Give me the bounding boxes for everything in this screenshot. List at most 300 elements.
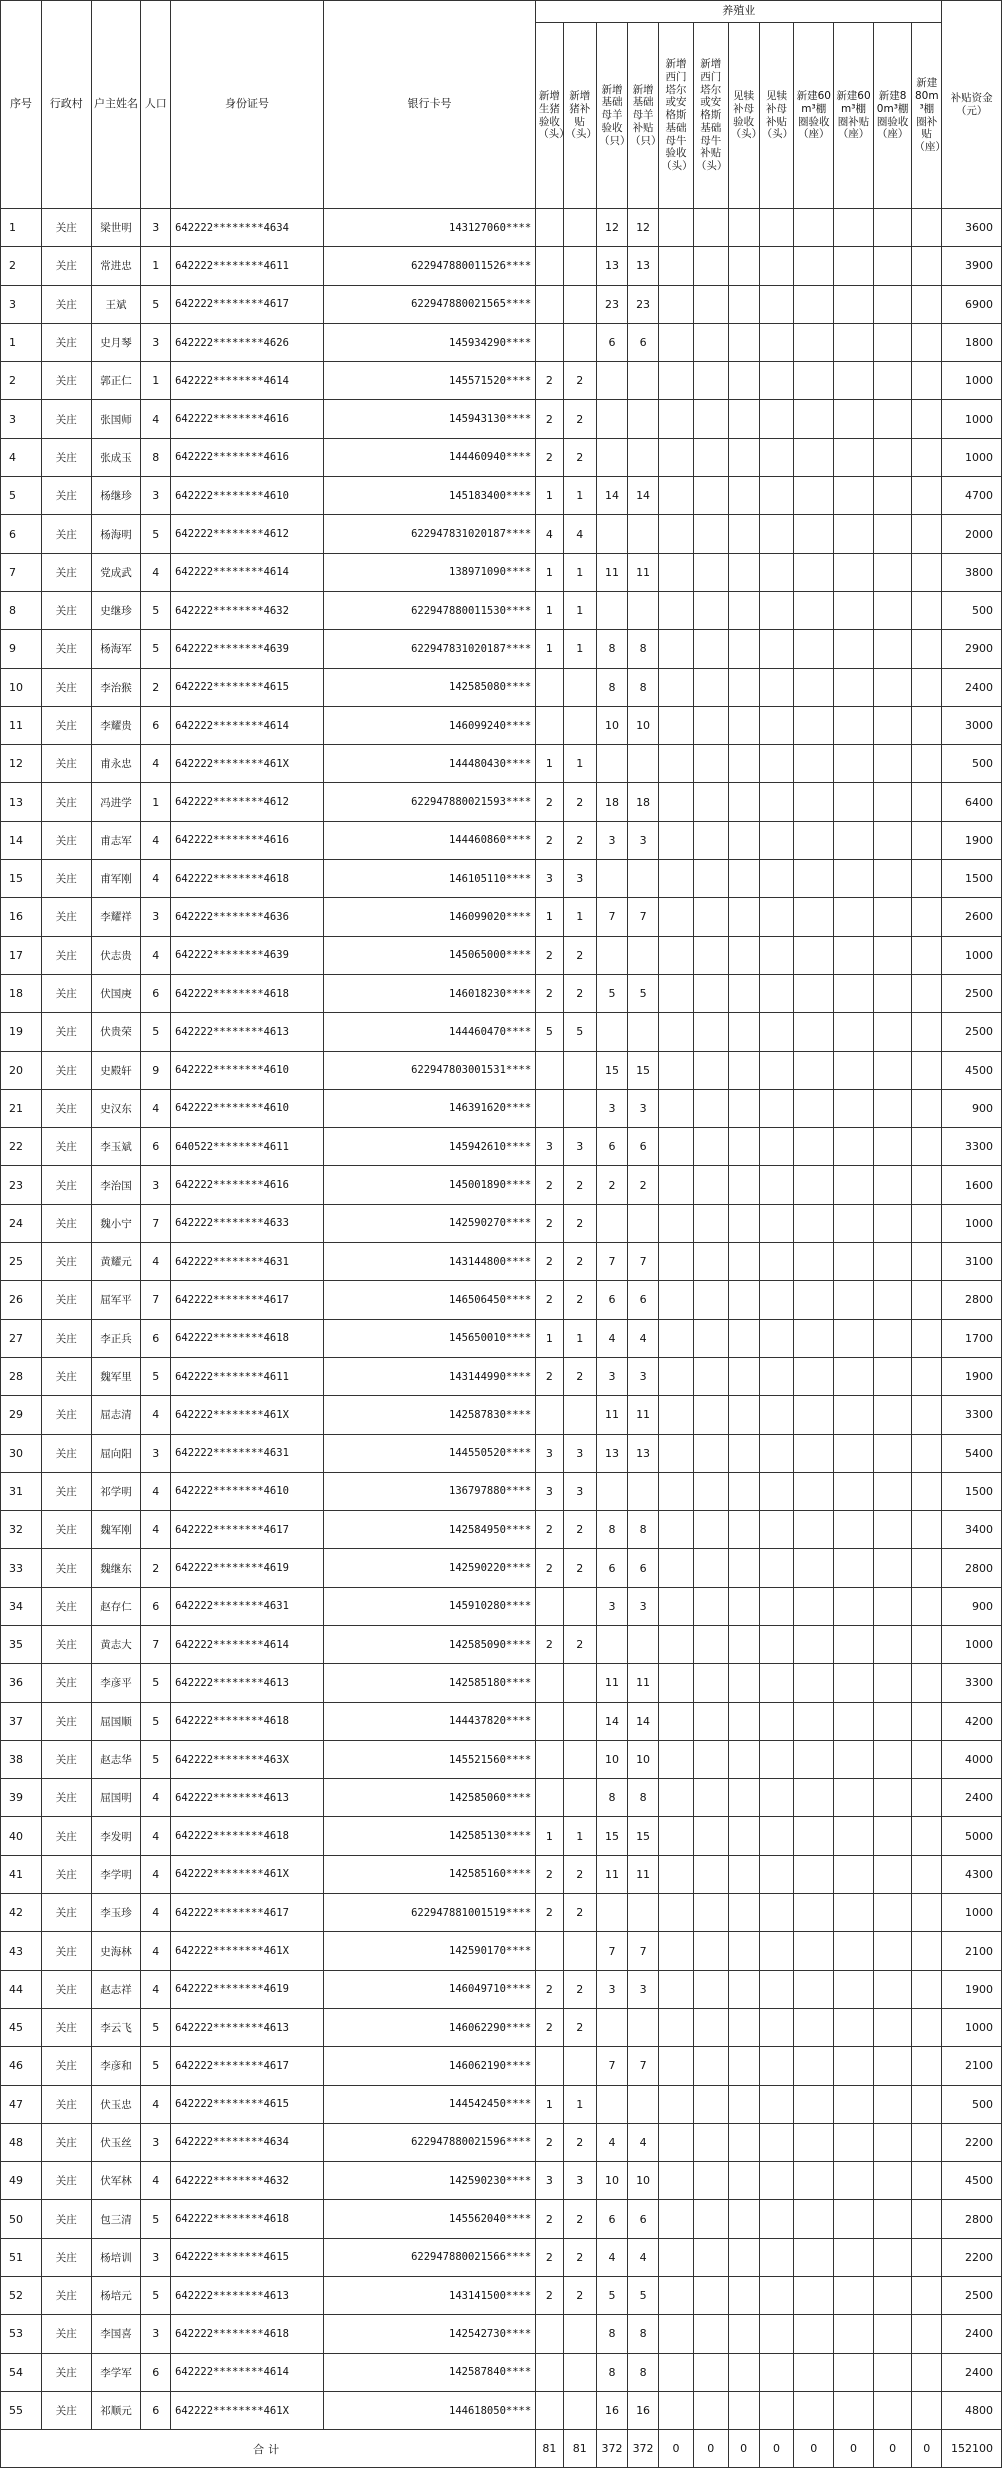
row-pig-check: 3 [536, 1128, 563, 1166]
row-calf-check [728, 285, 759, 323]
row-no: 24 [1, 1204, 42, 1242]
row-pen60-subsidy [834, 591, 874, 629]
row-name: 王斌 [91, 285, 141, 323]
row-village: 关庄 [41, 1894, 91, 1932]
row-pen80-subsidy [912, 1702, 942, 1740]
row-sheep-subsidy: 11 [628, 1664, 659, 1702]
table-row [1, 1089, 1002, 1127]
row-sheep-subsidy [628, 1472, 659, 1510]
row-pen80-check [873, 630, 911, 668]
row-pen60-subsidy [834, 1740, 874, 1778]
row-pen80-check [873, 591, 911, 629]
row-no: 53 [1, 2315, 42, 2353]
row-pig-check: 1 [536, 591, 563, 629]
row-cow-check [659, 1970, 694, 2008]
row-name: 李玉珍 [91, 1894, 141, 1932]
row-village: 关庄 [41, 553, 91, 591]
row-pig-check: 1 [536, 1817, 563, 1855]
row-id: 642222********461X [171, 1396, 324, 1434]
table-row [1, 1472, 1002, 1510]
row-cow-check [659, 2391, 694, 2429]
row-cow-subsidy [693, 1204, 728, 1242]
row-id: 642222********4610 [171, 477, 324, 515]
row-calf-subsidy [759, 1319, 794, 1357]
row-pig-subsidy: 2 [563, 974, 597, 1012]
row-sheep-subsidy: 4 [628, 2123, 659, 2161]
row-name: 李云飞 [91, 2008, 141, 2046]
table-row [1, 1204, 1002, 1242]
row-subsidy: 2800 [942, 2200, 1002, 2238]
row-cow-check [659, 362, 694, 400]
row-subsidy: 4500 [942, 1051, 1002, 1089]
row-calf-subsidy [759, 209, 794, 247]
row-calf-check [728, 1779, 759, 1817]
row-cow-check [659, 1472, 694, 1510]
row-calf-subsidy [759, 1549, 794, 1587]
row-cow-subsidy [693, 323, 728, 361]
row-calf-subsidy [759, 2008, 794, 2046]
row-village: 关庄 [41, 285, 91, 323]
row-village: 关庄 [41, 2047, 91, 2085]
row-bank: 622947831020187**** [323, 630, 535, 668]
row-cow-check [659, 2123, 694, 2161]
row-bank: 145065000**** [323, 936, 535, 974]
row-village: 关庄 [41, 974, 91, 1012]
row-pen60-check [794, 2200, 834, 2238]
row-no: 2 [1, 362, 42, 400]
row-pen60-subsidy [834, 2391, 874, 2429]
row-pen60-check [794, 323, 834, 361]
row-pen60-subsidy [834, 668, 874, 706]
row-cow-subsidy [693, 1089, 728, 1127]
row-pig-check: 1 [536, 1319, 563, 1357]
row-pen60-subsidy [834, 1013, 874, 1051]
row-pen60-check [794, 898, 834, 936]
row-pig-check: 2 [536, 1549, 563, 1587]
row-id: 642222********4618 [171, 860, 324, 898]
row-name: 祁顺元 [91, 2391, 141, 2429]
row-sheep-check: 11 [597, 1396, 628, 1434]
row-calf-check [728, 1472, 759, 1510]
row-cow-check [659, 2162, 694, 2200]
row-subsidy: 3300 [942, 1396, 1002, 1434]
row-no: 2 [1, 247, 42, 285]
row-no: 20 [1, 1051, 42, 1089]
row-pen60-check [794, 438, 834, 476]
row-no: 27 [1, 1319, 42, 1357]
row-pop: 4 [141, 1817, 171, 1855]
row-cow-subsidy [693, 1013, 728, 1051]
row-pop: 6 [141, 974, 171, 1012]
row-pop: 6 [141, 1128, 171, 1166]
row-name: 赵存仁 [91, 1587, 141, 1625]
table-row [1, 974, 1002, 1012]
row-id: 642222********4636 [171, 898, 324, 936]
row-pen80-check [873, 400, 911, 438]
header-col: 新增基础母羊补贴（只） [628, 23, 659, 209]
row-calf-subsidy [759, 1664, 794, 1702]
table-row [1, 1932, 1002, 1970]
row-no: 3 [1, 285, 42, 323]
row-pig-check: 5 [536, 1013, 563, 1051]
row-pen60-check [794, 285, 834, 323]
row-calf-subsidy [759, 477, 794, 515]
row-pen80-subsidy [912, 2238, 942, 2276]
row-calf-subsidy [759, 706, 794, 744]
row-cow-subsidy [693, 2315, 728, 2353]
row-cow-subsidy [693, 745, 728, 783]
row-sheep-check: 6 [597, 1128, 628, 1166]
row-pig-check: 2 [536, 1625, 563, 1663]
row-name: 史殿轩 [91, 1051, 141, 1089]
row-cow-subsidy [693, 438, 728, 476]
row-sheep-check: 10 [597, 706, 628, 744]
row-calf-subsidy [759, 1779, 794, 1817]
row-sheep-subsidy: 10 [628, 2162, 659, 2200]
row-pen80-subsidy [912, 1434, 942, 1472]
table-row [1, 285, 1002, 323]
row-name: 梁世明 [91, 209, 141, 247]
row-pen60-subsidy [834, 400, 874, 438]
row-subsidy: 1800 [942, 323, 1002, 361]
row-pop: 5 [141, 2047, 171, 2085]
row-calf-subsidy [759, 2353, 794, 2391]
row-pig-subsidy [563, 2391, 597, 2429]
row-name: 史月琴 [91, 323, 141, 361]
row-pen80-subsidy [912, 515, 942, 553]
row-calf-subsidy [759, 2200, 794, 2238]
row-pen60-check [794, 860, 834, 898]
row-calf-subsidy [759, 668, 794, 706]
row-sheep-check [597, 515, 628, 553]
totals-cell: 0 [693, 2430, 728, 2468]
row-pig-check: 2 [536, 821, 563, 859]
row-pig-subsidy: 2 [563, 1549, 597, 1587]
row-calf-check [728, 1051, 759, 1089]
row-pen80-check [873, 1204, 911, 1242]
row-pen60-check [794, 362, 834, 400]
row-pen80-subsidy [912, 438, 942, 476]
row-village: 关庄 [41, 745, 91, 783]
row-pen80-check [873, 2353, 911, 2391]
row-subsidy: 2800 [942, 1281, 1002, 1319]
row-pen60-subsidy [834, 1625, 874, 1663]
row-bank: 145650010**** [323, 1319, 535, 1357]
row-pig-check: 2 [536, 1281, 563, 1319]
row-calf-subsidy [759, 1511, 794, 1549]
row-pop: 1 [141, 362, 171, 400]
row-cow-subsidy [693, 898, 728, 936]
row-pen60-check [794, 1549, 834, 1587]
row-pig-subsidy [563, 2047, 597, 2085]
row-village: 关庄 [41, 1511, 91, 1549]
row-calf-check [728, 860, 759, 898]
row-id: 642222********4610 [171, 1472, 324, 1510]
row-cow-subsidy [693, 477, 728, 515]
row-id: 642222********4611 [171, 1357, 324, 1395]
row-village: 关庄 [41, 1319, 91, 1357]
row-pen80-subsidy [912, 706, 942, 744]
row-pen80-subsidy [912, 1932, 942, 1970]
header-col: 新增生猪验收（头） [536, 23, 563, 209]
row-pen60-check [794, 2008, 834, 2046]
row-village: 关庄 [41, 1166, 91, 1204]
row-cow-check [659, 2085, 694, 2123]
header-col: 新增西门塔尔或安格斯基础母牛补贴（头） [693, 23, 728, 209]
table-row [1, 247, 1002, 285]
table-row [1, 1664, 1002, 1702]
row-pen60-check [794, 1817, 834, 1855]
row-name: 赵志祥 [91, 1970, 141, 2008]
row-id: 642222********4614 [171, 1625, 324, 1663]
row-cow-check [659, 1702, 694, 1740]
row-cow-subsidy [693, 400, 728, 438]
row-pop: 5 [141, 1702, 171, 1740]
row-subsidy: 1000 [942, 1894, 1002, 1932]
table-row [1, 1128, 1002, 1166]
row-pig-check: 2 [536, 438, 563, 476]
row-pen60-subsidy [834, 1970, 874, 2008]
row-pop: 6 [141, 2353, 171, 2391]
row-pen80-check [873, 438, 911, 476]
row-pig-subsidy: 1 [563, 553, 597, 591]
row-sheep-subsidy [628, 1625, 659, 1663]
row-village: 关庄 [41, 323, 91, 361]
row-pen80-check [873, 2047, 911, 2085]
row-bank: 622947880021596**** [323, 2123, 535, 2161]
row-bank: 622947880021566**** [323, 2238, 535, 2276]
row-no: 32 [1, 1511, 42, 1549]
row-no: 22 [1, 1128, 42, 1166]
row-pig-subsidy: 2 [563, 362, 597, 400]
row-subsidy: 2400 [942, 668, 1002, 706]
row-cow-check [659, 2047, 694, 2085]
row-pig-check: 2 [536, 1511, 563, 1549]
row-name: 杨继珍 [91, 477, 141, 515]
row-pig-check [536, 2047, 563, 2085]
row-sheep-check: 15 [597, 1051, 628, 1089]
row-pop: 3 [141, 323, 171, 361]
row-pop: 4 [141, 1089, 171, 1127]
row-id: 642222********4617 [171, 1281, 324, 1319]
row-pen80-check [873, 1281, 911, 1319]
row-pop: 7 [141, 1204, 171, 1242]
row-calf-subsidy [759, 1702, 794, 1740]
row-sheep-subsidy: 3 [628, 1089, 659, 1127]
row-pig-check [536, 1779, 563, 1817]
row-pen80-check [873, 1702, 911, 1740]
row-calf-check [728, 2085, 759, 2123]
row-subsidy: 2100 [942, 1932, 1002, 1970]
row-subsidy: 2100 [942, 2047, 1002, 2085]
row-pen80-check [873, 323, 911, 361]
row-pop: 4 [141, 1894, 171, 1932]
row-sheep-check: 10 [597, 1740, 628, 1778]
row-no: 41 [1, 1855, 42, 1893]
header-col: 新建60m³棚圈验收（座） [794, 23, 834, 209]
row-cow-subsidy [693, 1166, 728, 1204]
row-village: 关庄 [41, 362, 91, 400]
row-name: 李玉斌 [91, 1128, 141, 1166]
row-pig-subsidy: 5 [563, 1013, 597, 1051]
row-no: 33 [1, 1549, 42, 1587]
row-subsidy: 6900 [942, 285, 1002, 323]
row-calf-check [728, 1817, 759, 1855]
row-subsidy: 4800 [942, 2391, 1002, 2429]
row-name: 冯进学 [91, 783, 141, 821]
row-pig-subsidy: 3 [563, 1472, 597, 1510]
row-id: 642222********4615 [171, 668, 324, 706]
row-pig-subsidy: 2 [563, 783, 597, 821]
row-sheep-subsidy: 8 [628, 630, 659, 668]
row-sheep-check: 3 [597, 1089, 628, 1127]
row-no: 10 [1, 668, 42, 706]
row-subsidy: 500 [942, 2085, 1002, 2123]
row-cow-subsidy [693, 591, 728, 629]
row-no: 28 [1, 1357, 42, 1395]
row-bank: 142542730**** [323, 2315, 535, 2353]
row-pig-subsidy: 1 [563, 898, 597, 936]
row-village: 关庄 [41, 1013, 91, 1051]
row-subsidy: 2500 [942, 974, 1002, 1012]
row-cow-subsidy [693, 2200, 728, 2238]
totals-subsidy: 152100 [942, 2430, 1002, 2468]
row-name: 史继珍 [91, 591, 141, 629]
row-pig-subsidy: 1 [563, 1817, 597, 1855]
row-id: 642222********4631 [171, 1434, 324, 1472]
row-subsidy: 2400 [942, 2315, 1002, 2353]
row-calf-check [728, 247, 759, 285]
row-pig-subsidy: 4 [563, 515, 597, 553]
row-calf-check [728, 2008, 759, 2046]
row-pen80-subsidy [912, 477, 942, 515]
row-cow-subsidy [693, 1243, 728, 1281]
row-sheep-subsidy: 2 [628, 1166, 659, 1204]
row-pop: 4 [141, 1855, 171, 1893]
row-village: 关庄 [41, 821, 91, 859]
row-pen80-subsidy [912, 1894, 942, 1932]
row-calf-check [728, 1357, 759, 1395]
row-subsidy: 2500 [942, 2277, 1002, 2315]
row-no: 18 [1, 974, 42, 1012]
row-pig-subsidy: 1 [563, 630, 597, 668]
row-pop: 4 [141, 1243, 171, 1281]
row-pop: 5 [141, 1013, 171, 1051]
row-sheep-subsidy: 11 [628, 1396, 659, 1434]
row-pen60-check [794, 1013, 834, 1051]
row-pop: 5 [141, 2008, 171, 2046]
row-pig-check [536, 1664, 563, 1702]
row-calf-subsidy [759, 1817, 794, 1855]
row-calf-subsidy [759, 400, 794, 438]
row-sheep-subsidy [628, 438, 659, 476]
row-calf-subsidy [759, 1855, 794, 1893]
header-group: 养殖业 [536, 1, 942, 23]
row-village: 关庄 [41, 1970, 91, 2008]
row-no: 50 [1, 2200, 42, 2238]
row-pig-check [536, 2391, 563, 2429]
row-village: 关庄 [41, 1855, 91, 1893]
row-cow-check [659, 1243, 694, 1281]
row-pen80-subsidy [912, 2200, 942, 2238]
row-id: 642222********4615 [171, 2238, 324, 2276]
row-sheep-check: 14 [597, 1702, 628, 1740]
row-pig-subsidy [563, 1587, 597, 1625]
row-village: 关庄 [41, 1204, 91, 1242]
table-row [1, 2391, 1002, 2429]
header-pop: 人口 [141, 1, 171, 209]
row-sheep-check: 6 [597, 1281, 628, 1319]
row-pen60-subsidy [834, 1243, 874, 1281]
table-row [1, 1434, 1002, 1472]
row-cow-check [659, 1281, 694, 1319]
row-id: 640522********4611 [171, 1128, 324, 1166]
row-pen60-subsidy [834, 1472, 874, 1510]
row-village: 关庄 [41, 1702, 91, 1740]
row-sheep-subsidy: 13 [628, 1434, 659, 1472]
row-sheep-subsidy [628, 515, 659, 553]
row-calf-subsidy [759, 247, 794, 285]
row-calf-subsidy [759, 515, 794, 553]
row-calf-subsidy [759, 2277, 794, 2315]
row-pig-check [536, 1932, 563, 1970]
row-subsidy: 3000 [942, 706, 1002, 744]
row-bank: 622947880011526**** [323, 247, 535, 285]
row-sheep-subsidy [628, 1013, 659, 1051]
row-sheep-check: 4 [597, 2238, 628, 2276]
row-calf-check [728, 1396, 759, 1434]
row-pig-check: 2 [536, 362, 563, 400]
row-village: 关庄 [41, 1051, 91, 1089]
row-cow-check [659, 1128, 694, 1166]
row-pen80-subsidy [912, 1089, 942, 1127]
row-name: 李国喜 [91, 2315, 141, 2353]
row-pen60-subsidy [834, 515, 874, 553]
row-pen80-subsidy [912, 1549, 942, 1587]
row-cow-subsidy [693, 1128, 728, 1166]
row-pen60-subsidy [834, 1894, 874, 1932]
row-pig-subsidy: 2 [563, 1625, 597, 1663]
table-row [1, 1051, 1002, 1089]
header-subsidy: 补贴资金（元） [942, 1, 1002, 209]
row-id: 642222********463X [171, 1740, 324, 1778]
row-subsidy: 1900 [942, 1970, 1002, 2008]
row-cow-check [659, 2315, 694, 2353]
row-village: 关庄 [41, 515, 91, 553]
totals-cell: 81 [563, 2430, 597, 2468]
row-calf-check [728, 1281, 759, 1319]
row-pig-check [536, 209, 563, 247]
table-row [1, 2200, 1002, 2238]
row-village: 关庄 [41, 1089, 91, 1127]
row-pig-check: 2 [536, 1855, 563, 1893]
row-pen60-check [794, 821, 834, 859]
row-pen60-subsidy [834, 630, 874, 668]
row-cow-subsidy [693, 1625, 728, 1663]
row-name: 赵志华 [91, 1740, 141, 1778]
row-cow-check [659, 1319, 694, 1357]
row-id: 642222********4614 [171, 706, 324, 744]
row-no: 34 [1, 1587, 42, 1625]
row-pen80-subsidy [912, 209, 942, 247]
row-name: 屈向阳 [91, 1434, 141, 1472]
row-pig-check: 2 [536, 936, 563, 974]
table-row [1, 2047, 1002, 2085]
row-pen80-subsidy [912, 1357, 942, 1395]
row-pig-check: 2 [536, 2238, 563, 2276]
row-sheep-subsidy: 10 [628, 706, 659, 744]
row-pen80-subsidy [912, 2085, 942, 2123]
